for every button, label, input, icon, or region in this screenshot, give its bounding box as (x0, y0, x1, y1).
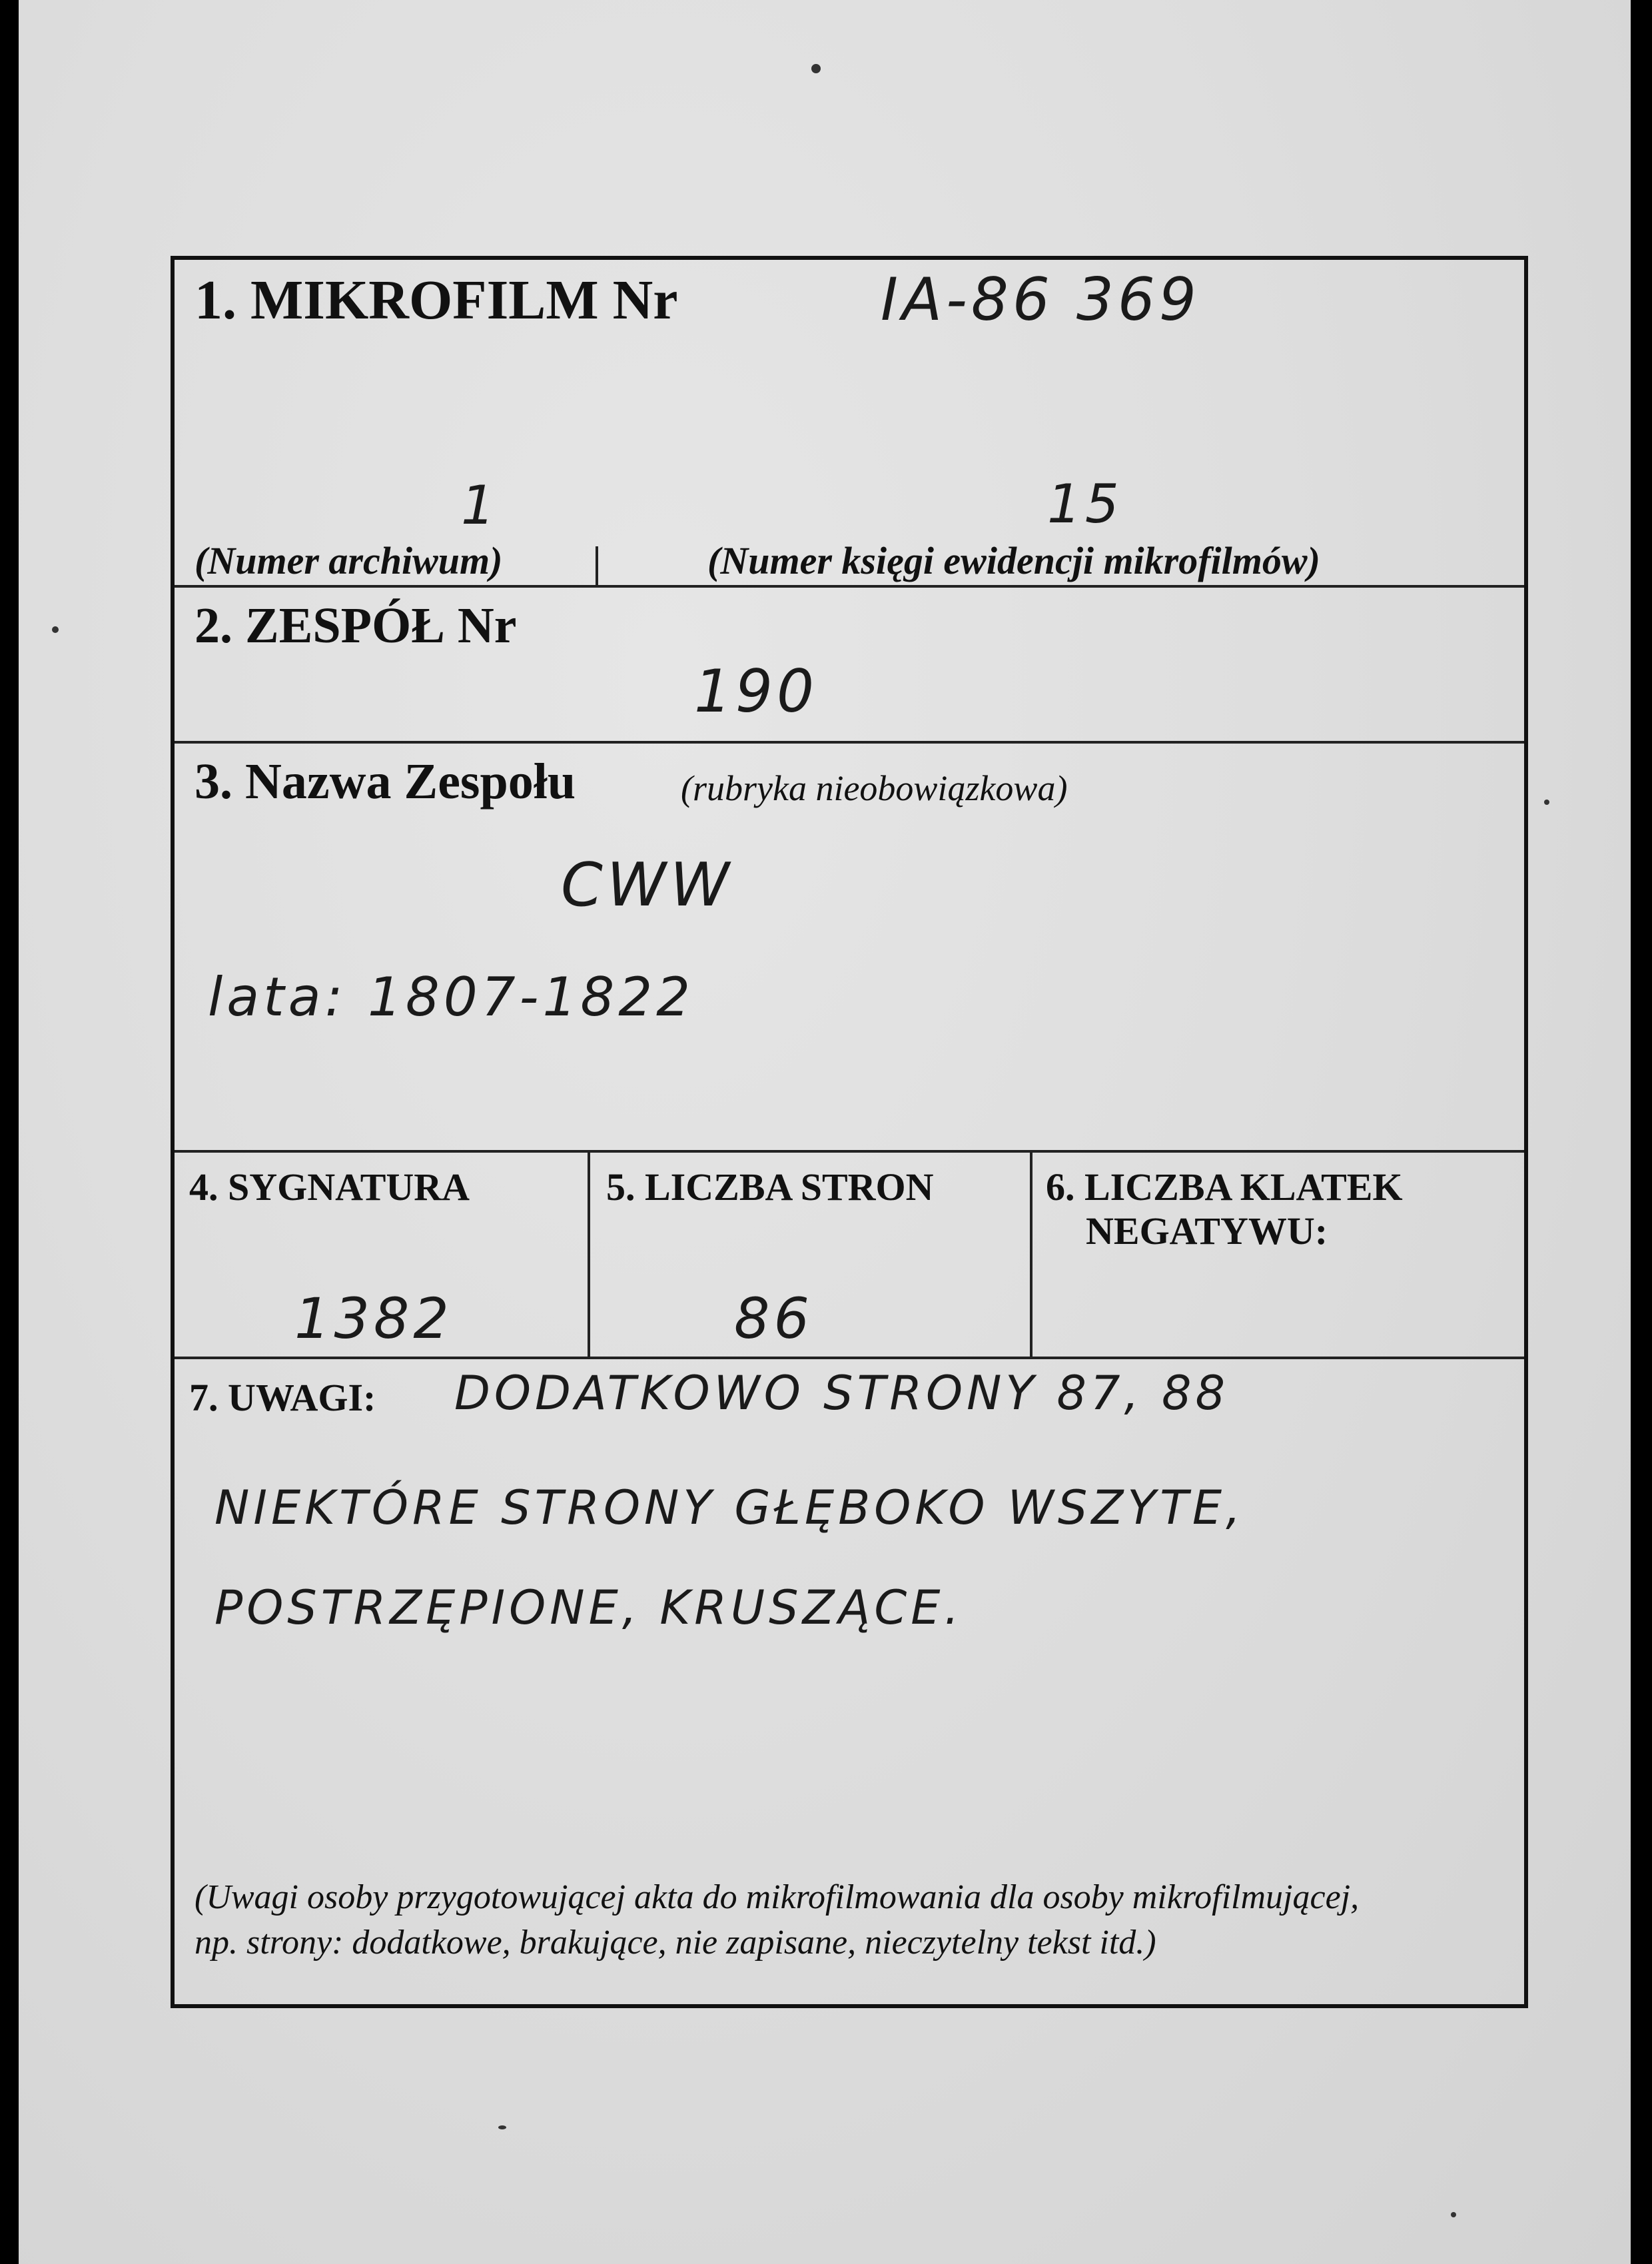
remarks-line-2: NIEKTÓRE STRONY GŁĘBOKO WSZYTE, (214, 1480, 1245, 1535)
divider (596, 546, 598, 586)
microfilm-form (171, 256, 1528, 2008)
remarks-footnote-line-1: (Uwagi osoby przygotowującej akta do mikrofilmowania dla osoby mikrofilmującej, (195, 1878, 1360, 1916)
divider (175, 585, 1524, 588)
field6-label-line1: 6. LICZBA KLATEK (1046, 1165, 1403, 1209)
field3-label-note: (rubryka nieobowiązkowa) (681, 768, 1068, 808)
field3-label: 3. Nazwa Zespołu (195, 754, 576, 810)
field4-label: 4. SYGNATURA (189, 1165, 470, 1209)
field2-label: 2. ZESPÓŁ Nr (195, 598, 517, 654)
field5-label: 5. LICZBA STRON (606, 1165, 934, 1209)
collection-years-value: lata: 1807-1822 (208, 966, 695, 1028)
dust-speck (1451, 2212, 1456, 2217)
remarks-line-1: DODATKOWO STRONY 87, 88 (454, 1366, 1230, 1420)
register-number-caption: (Numer księgi ewidencji mikrofilmów) (707, 539, 1320, 582)
dust-speck (811, 64, 821, 73)
remarks-line-3: POSTRZĘPIONE, KRUSZĄCE. (214, 1580, 963, 1635)
field6-label-line2: NEGATYWU: (1086, 1209, 1328, 1253)
signature-value: 1382 (294, 1286, 453, 1351)
field7-label: 7. UWAGI: (189, 1376, 376, 1419)
divider (1030, 1150, 1032, 1357)
collection-name-value: CWW (561, 850, 733, 920)
divider (588, 1150, 590, 1357)
remarks-footnote-line-2: np. strony: dodatkowe, brakujące, nie zapisane, nieczytelny tekst itd.) (195, 1924, 1156, 1962)
dust-speck (52, 626, 59, 633)
divider (175, 1150, 1524, 1153)
divider (175, 1357, 1524, 1359)
dust-speck (1544, 800, 1549, 805)
microfilm-number-value: IA-86 369 (881, 265, 1200, 334)
divider (175, 741, 1524, 744)
collection-number-value: 190 (694, 657, 818, 726)
dust-speck (498, 2125, 506, 2129)
register-number-value: 15 (1047, 473, 1123, 535)
archive-number-caption: (Numer archiwum) (195, 539, 503, 582)
archive-number-value: 1 (461, 474, 499, 536)
microfilm-card (19, 0, 1631, 2264)
field1-label: 1. MIKROFILM Nr (195, 269, 678, 331)
page-count-value: 86 (734, 1286, 813, 1351)
